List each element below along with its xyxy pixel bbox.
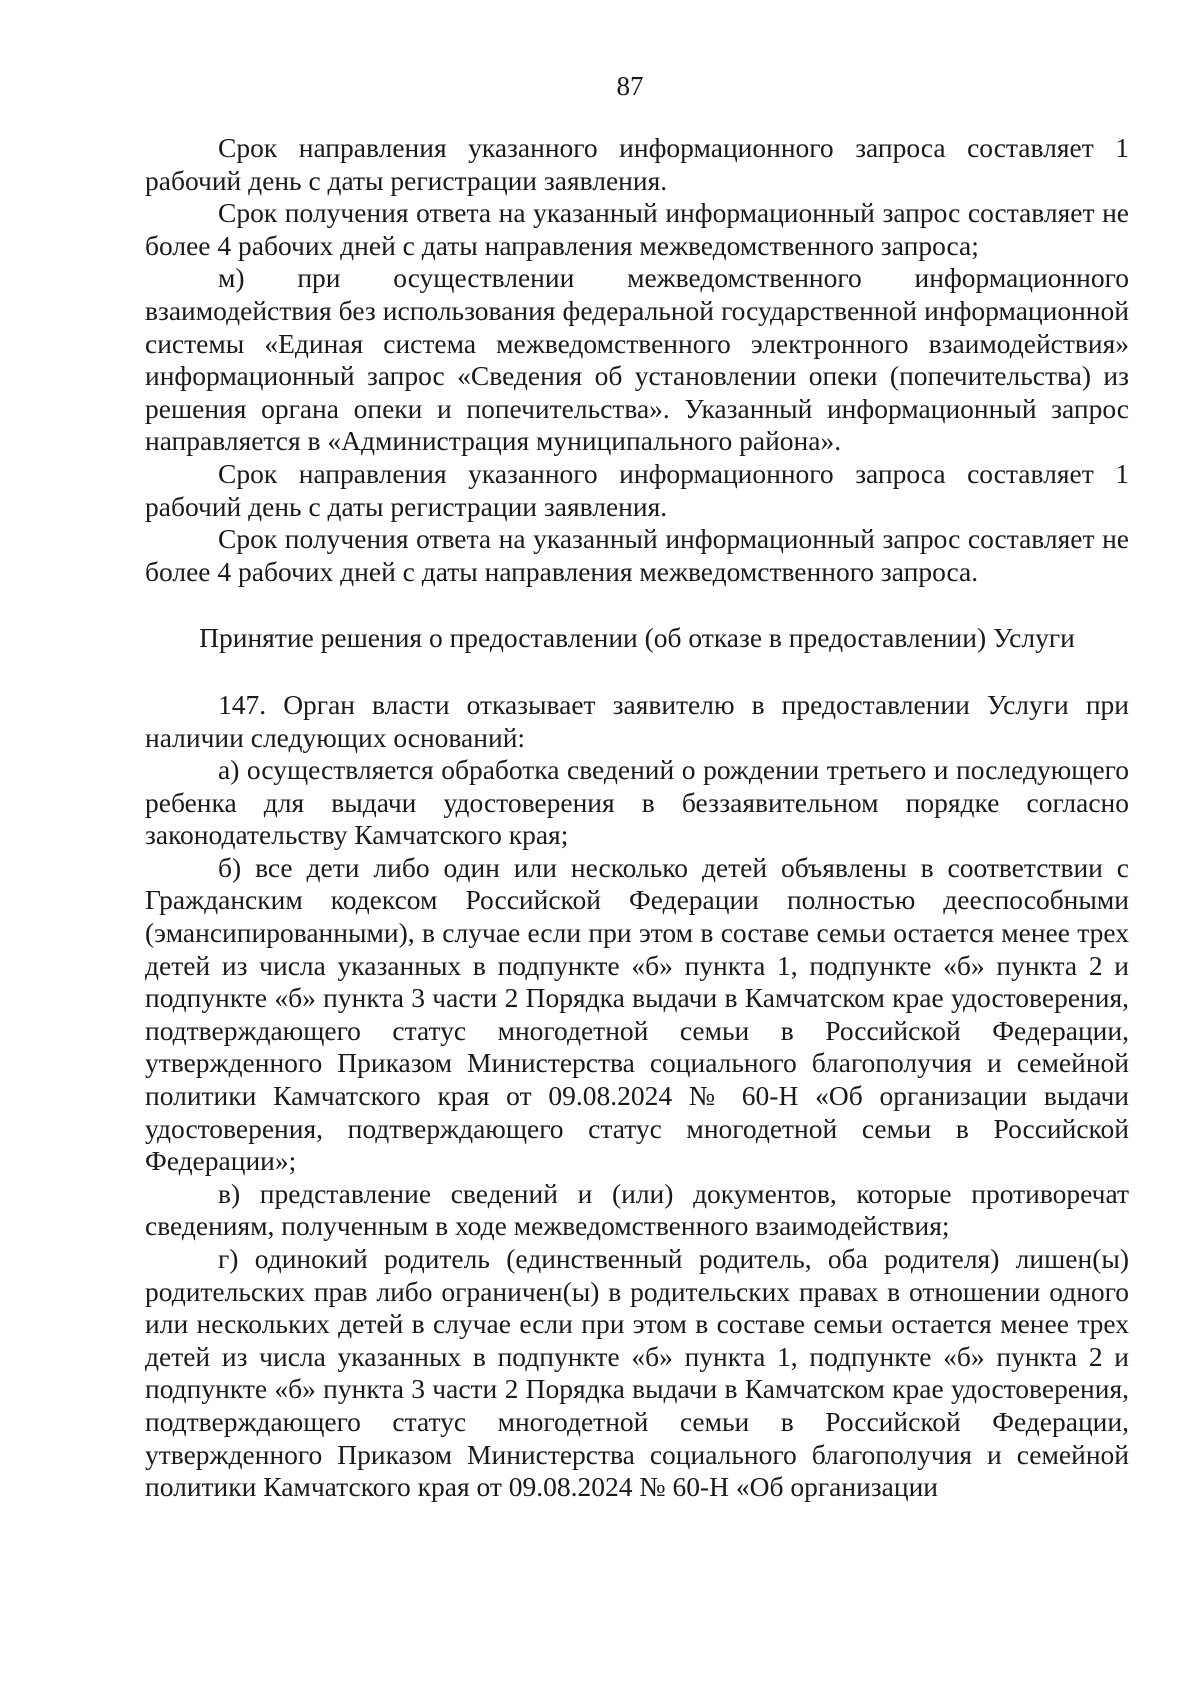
- paragraph: 147. Орган власти отказывает заявителю в предоставлении Услуги при наличии следующих оснований:: [145, 688, 1129, 753]
- paragraph: б) все дети либо один или несколько детей объявлены в соответствии с Гражданским кодексом Российской Федерации полностью дееспособными (эмансипированными), в случае если при этом в составе семьи остается менее трех детей из числа указанных в подпункте «б» пункта 1, подпункте «б» пункта 2 и подпункте «б» пункта 3 части 2 Порядка выдачи в Камчатском крае удостоверения, подтверждающего статус многодетной семьи в Российской Федерации, утвержденного Приказом Министерства социального благополучия и семейной политики Камчатского края от 09.08.2024 № 60-Н «Об организации выдачи удостоверения, подтверждающего статус многодетной семьи в Российской Федерации»;: [145, 851, 1129, 1177]
- paragraph: г) одинокий родитель (единственный родитель, оба родителя) лишен(ы) родительских прав либо ограничен(ы) в родительских правах в отношении одного или нескольких детей в случае если при этом в составе семьи остается менее трех детей из числа указанных в подпункте «б» пункта 1, подпункте «б» пункта 2 и подпункте «б» пункта 3 части 2 Порядка выдачи в Камчатском крае удостоверения, подтверждающего статус многодетной семьи в Российской Федерации, утвержденного Приказом Министерства социального благополучия и семейной политики Камчатского края от 09.08.2024 № 60-Н «Об организации: [145, 1243, 1129, 1503]
- paragraph: а) осуществляется обработка сведений о рождении третьего и последующего ребенка для выдачи удостоверения в беззаявительном порядке согласно законодательству Камчатского края;: [145, 754, 1129, 851]
- paragraph: в) представление сведений и (или) документов, которые противоречат сведениям, полученным в ходе межведомственного взаимодействия;: [145, 1177, 1129, 1242]
- document-body: [145, 132, 1129, 1504]
- paragraph: Срок направления указанного информационного запроса составляет 1 рабочий день с даты регистрации заявления.: [145, 132, 1129, 196]
- section-heading: Принятие решения о предоставлении (об отказе в предоставлении) Услуги: [199, 622, 1075, 654]
- paragraph: Срок направления указанного информационного запроса составляет 1 рабочий день с даты регистрации заявления.: [145, 457, 1129, 522]
- page-number: 87: [616, 71, 644, 101]
- paragraph: Срок получения ответа на указанный информационный запрос составляет не более 4 рабочих дней с даты направления межведомственного запроса.: [145, 523, 1129, 587]
- paragraph: Срок получения ответа на указанный информационный запрос составляет не более 4 рабочих дней с даты направления межведомственного запроса;: [145, 197, 1129, 261]
- paragraph: м) при осуществлении межведомственного информационного взаимодействия без использования федеральной государственной информационной системы «Единая система межведомственного электронного взаимодействия» информационный запрос «Сведения об установлении опеки (попечительства) из решения органа опеки и попечительства». Указанный информационный запрос направляется в «Администрация муниципального района».: [145, 262, 1129, 457]
